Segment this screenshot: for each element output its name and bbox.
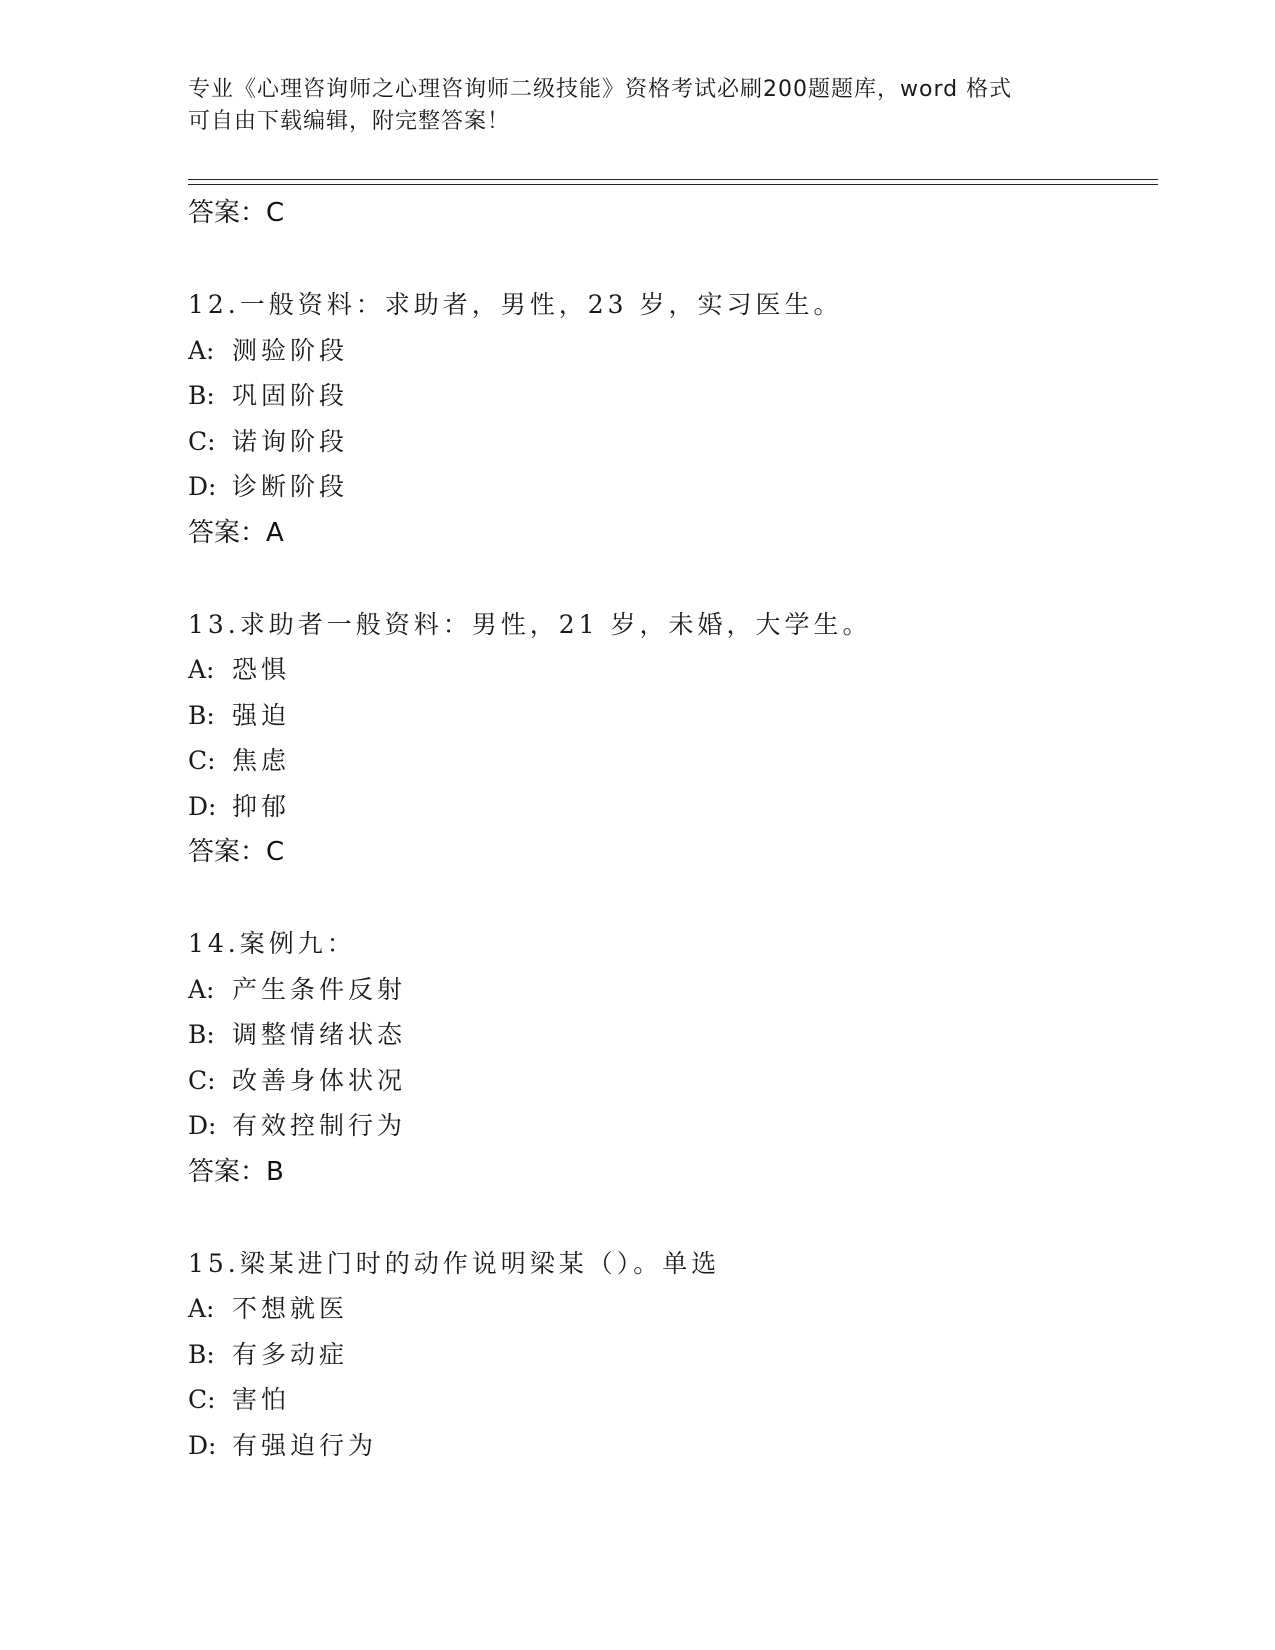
option-key: D: [188,791,217,821]
option-text: 调整情绪状态 [232,1020,407,1049]
option-key: A: [188,1294,215,1323]
option-key: D: [188,1111,217,1140]
option-b [188,1332,1158,1378]
header-line-1: 专业《心理咨询师之心理咨询师二级技能》资格考试必刷200题题库，word 格式 [188,77,1013,102]
option-b [188,373,1158,419]
option-text: 焦虑 [232,746,291,775]
option-key: A: [188,335,215,365]
option-text: 测验阶段 [232,335,349,365]
option-key: C: [188,426,216,456]
option-b [188,693,1158,739]
option-text: 强迫 [232,700,291,730]
question-12 [188,282,1158,556]
option-key: B: [188,1020,215,1049]
option-text: 有效控制行为 [232,1111,407,1140]
question-13 [188,602,1158,876]
option-d [188,784,1158,830]
option-key: A: [188,974,215,1004]
option-d [188,1103,1158,1149]
question-stem: 13.求助者一般资料：男性，21 岁，未婚，大学生。 [188,609,872,639]
option-text: 巩固阶段 [232,381,349,410]
option-text: 诊断阶段 [232,472,349,501]
option-text: 有强迫行为 [232,1430,378,1460]
option-text: 有多动症 [232,1339,349,1369]
option-c [188,419,1158,465]
question-15 [188,1241,1158,1469]
question-stem: 12.一般资料：求助者，男性，23 岁，实习医生。 [188,290,843,319]
header-divider-bottom [188,184,1158,185]
option-b [188,1012,1158,1058]
option-d [188,464,1158,510]
answer-line: 答案：C [188,837,285,867]
option-text: 不想就医 [232,1294,349,1323]
option-c [188,1058,1158,1104]
header-line-2: 可自由下载编辑，附完整答案！ [188,109,511,134]
answer-line: 答案：B [188,1156,284,1187]
option-a [188,967,1158,1013]
option-key: C: [188,1385,216,1414]
question-stem: 14.案例九： [188,929,356,958]
option-key: C: [188,1065,216,1095]
question-list [188,190,1158,1468]
header-divider-top [188,179,1158,180]
option-key: B: [188,1339,215,1369]
option-key: B: [188,381,215,410]
answer-line: 答案：A [188,517,284,548]
option-d [188,1423,1158,1469]
option-text: 害怕 [232,1385,291,1414]
option-a [188,1286,1158,1332]
option-text: 产生条件反射 [232,974,407,1004]
option-text: 诺询阶段 [232,426,349,456]
option-text: 恐惧 [232,655,291,684]
answer-line: 答案：C [188,198,285,228]
option-key: A: [188,655,215,684]
option-text: 改善身体状况 [232,1065,407,1095]
option-a [188,328,1158,374]
question-14 [188,921,1158,1195]
option-key: D: [188,1430,217,1460]
option-c [188,738,1158,784]
question-stem: 15.梁某进门时的动作说明梁某（）。单选 [188,1248,721,1278]
option-key: D: [188,472,217,501]
option-key: C: [188,746,216,775]
option-a [188,647,1158,693]
option-key: B: [188,700,215,730]
document-header [188,74,1088,138]
option-text: 抑郁 [232,791,291,821]
option-c [188,1377,1158,1423]
